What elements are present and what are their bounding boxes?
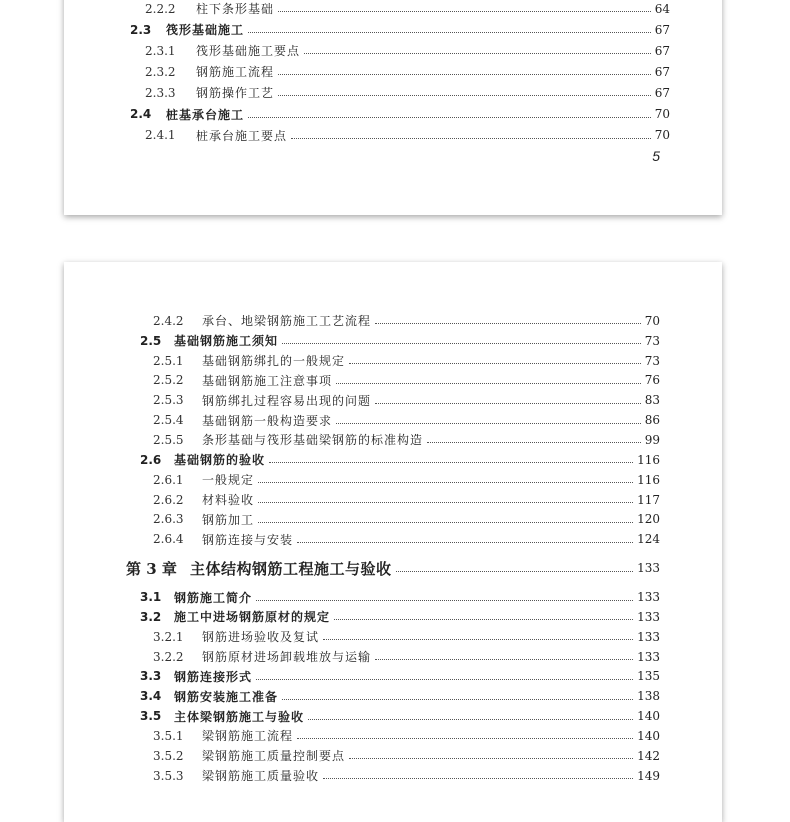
dot-leader	[323, 778, 633, 779]
entry-title: 钢筋加工	[202, 512, 255, 527]
entry-number: 2.4.1	[145, 128, 176, 143]
dot-leader	[248, 32, 651, 33]
toc-subsection-entry[interactable]	[64, 125, 722, 146]
entry-number: 3.5.2	[153, 748, 184, 763]
entry-title: 钢筋连接与安装	[202, 532, 294, 547]
entry-number: 3.5.3	[153, 768, 184, 783]
entry-page-number: 133	[637, 649, 660, 664]
entry-title: 筏形基础施工	[166, 23, 245, 38]
entry-number: 2.5.1	[153, 353, 184, 368]
dot-leader	[258, 482, 633, 483]
entry-number: 3.4	[140, 689, 162, 704]
entry-title: 梁钢筋施工流程	[202, 729, 294, 744]
toc-subsection-entry[interactable]	[64, 746, 722, 766]
dot-leader	[336, 423, 641, 424]
toc-section-entry[interactable]	[64, 331, 722, 351]
toc-list	[64, 0, 722, 146]
entry-title: 基础钢筋施工注意事项	[202, 373, 333, 388]
dot-leader	[278, 74, 651, 75]
entry-title: 筏形基础施工要点	[196, 44, 301, 59]
entry-page-number: 67	[654, 85, 670, 100]
entry-title: 主体梁钢筋施工与验收	[174, 709, 305, 724]
toc-section-entry[interactable]	[64, 450, 722, 470]
dot-leader	[258, 522, 633, 523]
entry-number: 3.2	[140, 609, 162, 624]
dot-leader	[256, 679, 633, 680]
dot-leader	[297, 542, 633, 543]
toc-section-entry[interactable]	[64, 706, 722, 726]
entry-number: 2.6.3	[153, 512, 184, 527]
entry-title: 一般规定	[202, 473, 255, 488]
toc-subsection-entry[interactable]	[64, 40, 722, 61]
dot-leader	[323, 639, 633, 640]
toc-subsection-entry[interactable]	[64, 410, 722, 430]
entry-page-number: 117	[637, 492, 660, 507]
dot-leader	[336, 383, 641, 384]
toc-list	[64, 311, 722, 786]
toc-subsection-entry[interactable]	[64, 390, 722, 410]
entry-title: 基础钢筋绑扎的一般规定	[202, 354, 346, 369]
entry-number: 2.5.5	[153, 432, 184, 447]
entry-page-number: 99	[644, 432, 660, 447]
entry-page-number: 116	[637, 452, 660, 467]
entry-number: 2.2.2	[145, 1, 176, 16]
toc-subsection-entry[interactable]	[64, 766, 722, 786]
entry-page-number: 70	[654, 107, 670, 122]
toc-chapter-entry[interactable]	[64, 549, 722, 587]
entry-page-number: 124	[637, 532, 660, 547]
entry-title: 条形基础与筏形基础梁钢筋的标准构造	[202, 433, 424, 448]
entry-page-number: 67	[654, 22, 670, 37]
toc-section-entry[interactable]	[64, 587, 722, 607]
entry-number: 2.5.4	[153, 413, 184, 428]
toc-subsection-entry[interactable]	[64, 351, 722, 371]
dot-leader	[282, 343, 641, 344]
dot-leader	[349, 758, 633, 759]
entry-page-number: 64	[654, 1, 670, 16]
entry-title: 钢筋绑扎过程容易出现的问题	[202, 393, 372, 408]
entry-number: 3.5	[140, 709, 162, 724]
entry-number: 2.3.1	[145, 43, 176, 58]
entry-page-number: 133	[637, 609, 660, 624]
entry-page-number: 138	[637, 689, 660, 704]
dot-leader	[334, 619, 633, 620]
toc-subsection-entry[interactable]	[64, 0, 722, 19]
page-number: 5	[652, 148, 660, 164]
entry-title: 桩基承台施工	[166, 107, 245, 122]
entry-number: 2.4.2	[153, 313, 184, 328]
entry-number: 2.5.2	[153, 373, 184, 388]
entry-number: 2.6.4	[153, 532, 184, 547]
toc-subsection-entry[interactable]	[64, 726, 722, 746]
entry-page-number: 149	[637, 768, 660, 783]
entry-page-number: 133	[637, 561, 660, 576]
entry-number: 2.4	[130, 107, 152, 122]
entry-title: 钢筋施工流程	[196, 65, 275, 80]
entry-title: 基础钢筋的验收	[174, 453, 266, 468]
dot-leader	[258, 502, 633, 503]
toc-subsection-entry[interactable]	[64, 470, 722, 490]
entry-page-number: 120	[637, 512, 660, 527]
entry-page-number: 83	[644, 393, 660, 408]
entry-page-number: 133	[637, 590, 660, 605]
entry-number: 第 3 章	[126, 559, 177, 578]
toc-section-entry[interactable]	[64, 667, 722, 687]
entry-page-number: 67	[654, 43, 670, 58]
dot-leader	[282, 699, 633, 700]
toc-subsection-entry[interactable]	[64, 509, 722, 529]
entry-number: 2.6	[140, 452, 162, 467]
entry-page-number: 67	[654, 64, 670, 79]
entry-number: 3.2.1	[153, 629, 184, 644]
dot-leader	[291, 138, 651, 139]
entry-title: 基础钢筋施工须知	[174, 334, 279, 349]
toc-subsection-entry[interactable]	[64, 82, 722, 103]
dot-leader	[269, 462, 633, 463]
dot-leader	[375, 403, 641, 404]
entry-title: 承台、地梁钢筋施工工艺流程	[202, 314, 372, 329]
toc-subsection-entry[interactable]	[64, 647, 722, 667]
toc-section-entry[interactable]	[64, 686, 722, 706]
dot-leader	[297, 738, 633, 739]
entry-title: 钢筋操作工艺	[196, 86, 275, 101]
entry-title: 施工中进场钢筋原材的规定	[174, 610, 331, 625]
entry-title: 梁钢筋施工质量控制要点	[202, 749, 346, 764]
toc-subsection-entry[interactable]	[64, 430, 722, 450]
entry-page-number: 116	[637, 472, 660, 487]
entry-page-number: 73	[644, 353, 660, 368]
entry-page-number: 142	[637, 748, 660, 763]
entry-number: 3.1	[140, 590, 162, 605]
toc-page-6	[64, 262, 722, 822]
entry-number: 2.6.1	[153, 472, 184, 487]
toc-subsection-entry[interactable]	[64, 61, 722, 82]
entry-title: 钢筋连接形式	[174, 669, 253, 684]
toc-subsection-entry[interactable]	[64, 529, 722, 549]
toc-subsection-entry[interactable]	[64, 311, 722, 331]
entry-page-number: 76	[644, 373, 660, 388]
entry-page-number: 135	[637, 669, 660, 684]
toc-subsection-entry[interactable]	[64, 627, 722, 647]
entry-title: 材料验收	[202, 493, 255, 508]
toc-subsection-entry[interactable]	[64, 490, 722, 510]
dot-leader	[248, 117, 651, 118]
entry-number: 3.5.1	[153, 728, 184, 743]
toc-page-5	[64, 0, 722, 215]
entry-page-number: 70	[644, 313, 660, 328]
entry-title: 柱下条形基础	[196, 2, 275, 17]
toc-section-entry[interactable]	[64, 19, 722, 40]
dot-leader	[427, 442, 641, 443]
toc-subsection-entry[interactable]	[64, 371, 722, 391]
entry-title: 桩承台施工要点	[196, 128, 288, 143]
entry-title: 钢筋原材进场卸载堆放与运输	[202, 650, 372, 665]
entry-number: 2.3.2	[145, 64, 176, 79]
toc-section-entry[interactable]	[64, 103, 722, 124]
dot-leader	[256, 600, 633, 601]
entry-page-number: 140	[637, 728, 660, 743]
entry-number: 2.5	[140, 333, 162, 348]
entry-number: 2.3.3	[145, 85, 176, 100]
entry-title: 钢筋安装施工准备	[174, 689, 279, 704]
entry-title: 钢筋施工简介	[174, 590, 253, 605]
dot-leader	[278, 11, 651, 12]
dot-leader	[349, 363, 641, 364]
entry-title: 钢筋进场验收及复试	[202, 630, 320, 645]
dot-leader	[304, 53, 651, 54]
entry-title: 基础钢筋一般构造要求	[202, 413, 333, 428]
toc-section-entry[interactable]	[64, 607, 722, 627]
entry-page-number: 133	[637, 629, 660, 644]
dot-leader	[396, 571, 634, 572]
dot-leader	[375, 323, 641, 324]
entry-title: 主体结构钢筋工程施工与验收	[190, 559, 392, 578]
entry-number: 3.2.2	[153, 649, 184, 664]
dot-leader	[278, 95, 651, 96]
dot-leader	[375, 659, 633, 660]
entry-page-number: 86	[644, 413, 660, 428]
entry-number: 3.3	[140, 669, 162, 684]
entry-page-number: 73	[644, 333, 660, 348]
entry-page-number: 70	[654, 128, 670, 143]
entry-number: 2.3	[130, 22, 152, 37]
entry-page-number: 140	[637, 709, 660, 724]
entry-number: 2.5.3	[153, 393, 184, 408]
entry-title: 梁钢筋施工质量验收	[202, 769, 320, 784]
entry-number: 2.6.2	[153, 492, 184, 507]
dot-leader	[308, 719, 633, 720]
